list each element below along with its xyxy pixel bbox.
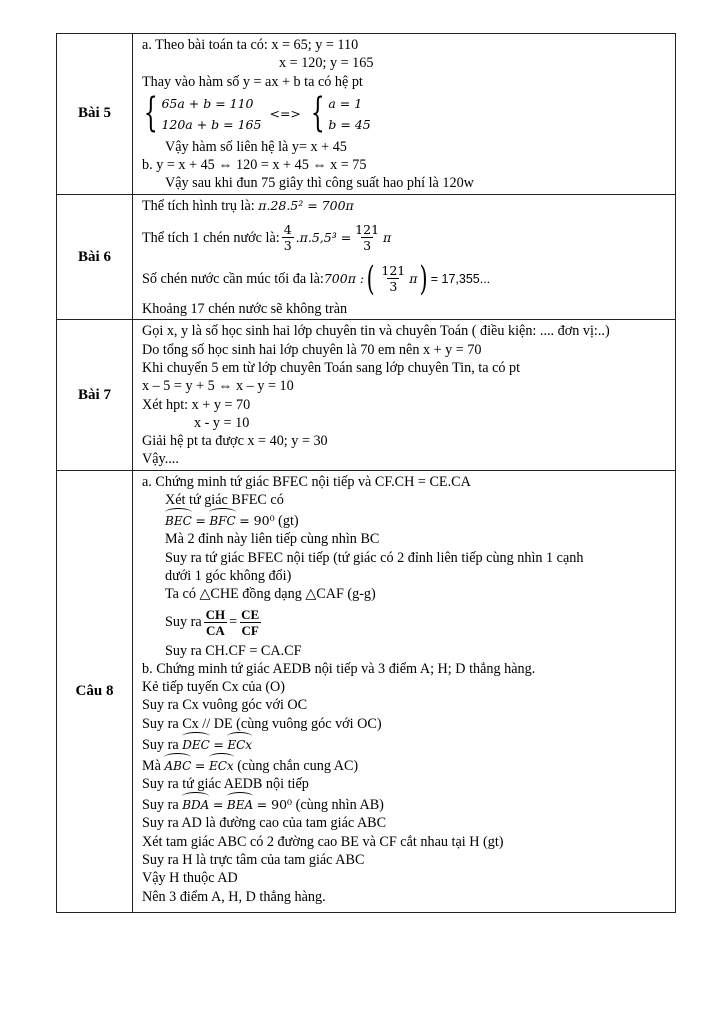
equation: b = 45 [328, 116, 371, 132]
system-left: { 65a + b = 110 120a + b = 165 [143, 89, 262, 136]
text-line [142, 197, 671, 215]
equation-system [142, 91, 671, 137]
fraction [239, 608, 261, 638]
text-line: Suy ra Cx // DE (cùng vuông góc với OC) [142, 715, 382, 732]
text-line: Nên 3 điểm A, H, D thẳng hàng. [142, 888, 326, 905]
text-line: Kẻ tiếp tuyến Cx của (O) [142, 679, 286, 696]
solutions-table [56, 33, 676, 913]
row-label-bai5: Bài 5 [57, 34, 133, 195]
result-value: = 17,355... [430, 271, 491, 286]
text-line: Suy ra DEC = ECx [142, 733, 671, 754]
row-label-cau8: Câu 8 [57, 470, 133, 912]
row-label-bai7: Bài 7 [57, 320, 133, 470]
angle-dec: DEC [182, 733, 210, 754]
angle-ecx: ECx [227, 733, 252, 754]
equation: a = 1 [328, 95, 363, 111]
text-line: Suy ra Cx vuông góc với OC [142, 697, 308, 714]
denominator: CA [206, 622, 225, 638]
text-line: dưới 1 góc không đổi) [165, 567, 292, 584]
text: Thể tích hình trụ là: [142, 197, 259, 214]
text-line: Suy ra H là trực tâm của tam giác ABC [142, 851, 365, 868]
text: (gt) [278, 513, 299, 530]
text-line: x - y = 10 [194, 414, 250, 431]
formula: π.28.5² = 700π [258, 197, 354, 213]
text-line: Vậy hàm số liên hệ là y= x + 45 [165, 138, 347, 155]
denominator: 3 [363, 238, 372, 254]
text-line: Vậy.... [142, 451, 179, 468]
angle-ecx: ECx [209, 754, 234, 775]
numerator: CH [205, 606, 226, 622]
angle-value: = 90⁰ [239, 513, 275, 529]
angle-value: = 90⁰ [256, 797, 293, 813]
text-line: Khoảng 17 chén nước sẽ không tràn [142, 301, 348, 318]
numerator: 4 [283, 222, 292, 238]
text-line: Do tổng số học sinh hai lớp chuyên là 70 em nên x + y = 70 [142, 341, 482, 358]
text: Thể tích 1 chén nước là: [142, 229, 280, 246]
fraction [282, 223, 294, 253]
text-line: Xét tứ giác BFEC có [165, 492, 284, 509]
numerator: 121 [381, 263, 406, 279]
text-line: Mà ABC = ECx (cùng chắn cung AC) [142, 754, 671, 775]
table-row-cau8 [57, 470, 676, 912]
text: Số chén nước cần múc tối đa là: [142, 270, 324, 287]
denominator: CF [241, 622, 259, 638]
text-line: Ta có △CHE đồng dạng △CAF (g-g) [165, 586, 376, 603]
angle-bda: BDA [182, 793, 209, 814]
text-line: Giải hệ pt ta được x = 40; y = 30 [142, 433, 328, 450]
row-content-bai7 [133, 320, 676, 470]
text: Mà [142, 758, 165, 775]
text-line: Xét tam giác ABC có 2 đường cao BE và CF cắt nhau tại H (gt) [142, 833, 504, 850]
text-line: b. y = x + 45 ⇔ 120 = x + 45 ⇔ x = 75 [142, 157, 367, 174]
text-line: Số chén nước cần múc tối đa là: 700π : ( $\frac{121}{3}$ π ) = 17,355... [142, 259, 491, 300]
text-line: b. Chứng minh tứ giác AEDB nội tiếp và 3 điểm A; H; D thẳng hàng. [142, 660, 536, 677]
text-line: Vậy sau khi đun 75 giây thì công suất hao phí là 120w [165, 175, 474, 192]
text-line: Thay vào hàm số y = ax + b ta có hệ pt [142, 73, 363, 90]
denominator: 3 [283, 238, 292, 254]
formula: .π.5,5³ = [295, 229, 352, 245]
text-line: Suy ra BDA = BEA = 90⁰ (cùng nhìn AB) [142, 793, 671, 814]
numerator: 121 [355, 222, 380, 238]
fraction [379, 264, 407, 294]
system-right: { a = 1 b = 45 [310, 89, 371, 136]
fraction [204, 608, 228, 638]
text-line: BEC = BFC = 90⁰ (gt) [142, 509, 671, 530]
text: Suy ra [165, 614, 202, 631]
text-line: Suy ra $\frac{CH}{CA}$ = $\frac{CE}{CF}$ [165, 606, 260, 638]
text-line: Khi chuyển 5 em từ lớp chuyên Toán sang lớp chuyên Tin, ta có pt [142, 359, 521, 376]
equivalence-sign: <=> [269, 105, 301, 121]
row-label-bai6: Bài 6 [57, 194, 133, 320]
text-line: x = 120; y = 165 [279, 55, 374, 72]
row-content-bai6 [133, 194, 676, 320]
equation: 120a + b = 165 [161, 116, 262, 132]
numerator: CE [241, 606, 260, 622]
denominator: 3 [389, 279, 398, 295]
equation: 65a + b = 110 [161, 95, 254, 111]
fraction [353, 223, 381, 253]
text-line: Suy ra tứ giác AEDB nội tiếp [142, 776, 309, 793]
text-line: x – 5 = y + 5 ⇔ x – y = 10 [142, 378, 294, 395]
text: (cùng chắn cung AC) [237, 758, 359, 775]
angle-bea: BEA [227, 793, 253, 814]
angle-abc: ABC [164, 754, 191, 775]
text: Suy ra [142, 737, 183, 754]
text-line: Mà 2 đỉnh này liên tiếp cùng nhìn BC [165, 531, 380, 548]
text: Suy ra [142, 797, 183, 814]
text-line: a. Theo bài toán ta có: x = 65; y = 110 [142, 37, 359, 53]
table-row-bai7 [57, 320, 676, 470]
text-line: Gọi x, y là số học sinh hai lớp chuyên tin và chuyên Toán ( điều kiện: .... đơn vị:..) [142, 323, 610, 340]
text-line: Suy ra CH.CF = CA.CF [165, 642, 302, 659]
angle-bec: BEC [165, 509, 192, 530]
text: (cùng nhìn AB) [295, 797, 384, 814]
text-line [142, 218, 671, 258]
text-line: Suy ra AD là đường cao của tam giác ABC [142, 815, 387, 832]
table-row-bai5 [57, 34, 676, 195]
table-row-bai6 [57, 194, 676, 320]
text-line: Vậy H thuộc AD [142, 870, 238, 887]
formula: π [383, 229, 392, 245]
text-line: a. Chứng minh tứ giác BFEC nội tiếp và CF.CH = CE.CA [142, 473, 471, 490]
formula: π [409, 270, 418, 286]
text-line: Suy ra tứ giác BFEC nội tiếp (tứ giác có 2 đỉnh liên tiếp cùng nhìn 1 cạnh [165, 549, 584, 566]
row-content-cau8 [133, 470, 676, 912]
angle-bfc: BFC [209, 509, 235, 530]
row-content-bai5 [133, 34, 676, 195]
text-line: Xét hpt: x + y = 70 [142, 396, 251, 413]
formula: 700π : [323, 270, 365, 286]
